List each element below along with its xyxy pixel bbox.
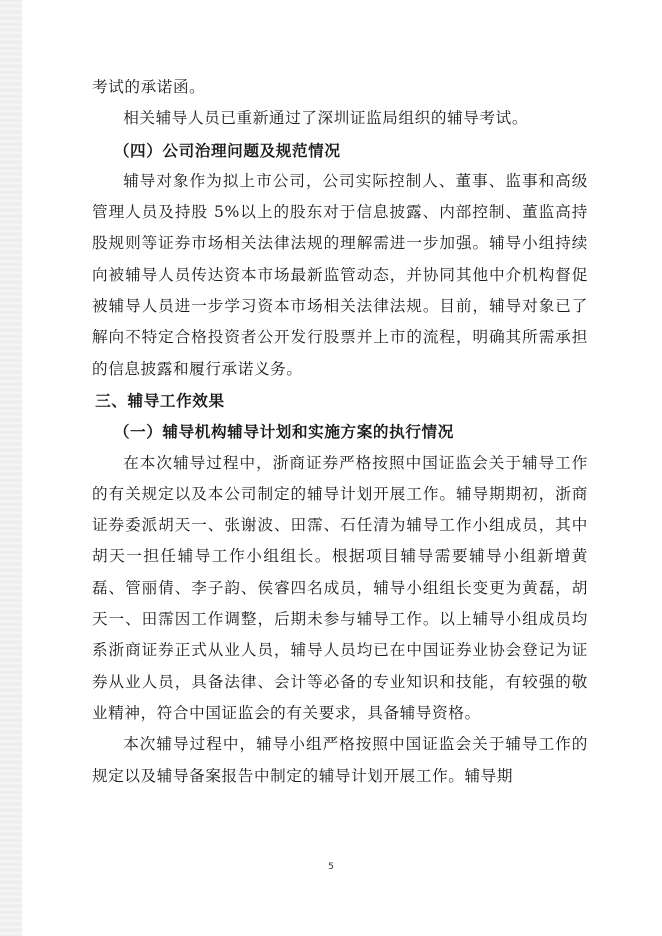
section-heading-effects: 三、辅导工作效果 xyxy=(95,390,225,410)
paragraph-continuation: 考试的承诺函。 xyxy=(92,78,206,96)
subsection-heading-plan-execution: （一）辅导机构辅导计划和实施方案的执行情况 xyxy=(113,422,454,442)
page-number: 5 xyxy=(328,862,334,872)
scan-edge-shadow xyxy=(0,0,22,936)
paragraph-process: 本次辅导过程中，辅导小组严格按照中国证监会关于辅导工作的规定以及辅导备案报告中制定的辅导计划开展工作。辅导期 xyxy=(92,735,588,785)
document-page xyxy=(92,72,588,792)
section-heading-governance: （四）公司治理问题及规范情况 xyxy=(113,140,341,160)
paragraph-governance: 辅导对象作为拟上市公司，公司实际控制人、董事、监事和高级管理人员及持股 5%以上的股东对于信息披露、内部控制、董监高持股规则等证券市场相关法律法规的理解需进一步加强。辅导小组持续向被辅导人员传达资本市场最新监管动态，并协同其他中介机构督促被辅导人员进一步学习资本市场相关法律法规。目前，辅导对象已了解向不特定合格投资者公开发行股票并上市的流程，明确其所需承担的信息披露和履行承诺义务。 xyxy=(92,171,588,378)
paragraph-team: 在本次辅导过程中，浙商证券严格按照中国证监会关于辅导工作的有关规定以及本公司制定的辅导计划开展工作。辅导期期初，浙商证券委派胡天一、张谢波、田霈、石任清为辅导工作小组成员，其中胡天一担任辅导工作小组组长。根据项目辅导需要辅导小组新增黄磊、管丽倩、李子韵、侯睿四名成员，辅导小组组长变更为黄磊，胡天一、田霈因工作调整，后期未参与辅导工作。以上辅导小组成员均系浙商证券正式从业人员，辅导人员均已在中国证券业协会登记为证券从业人员，具备法律、会计等必备的专业知识和技能，有较强的敬业精神，符合中国证监会的有关要求，具备辅导资格。 xyxy=(92,453,588,722)
paragraph-exam-passed: 相关辅导人员已重新通过了深圳证监局组织的辅导考试。 xyxy=(123,109,529,128)
